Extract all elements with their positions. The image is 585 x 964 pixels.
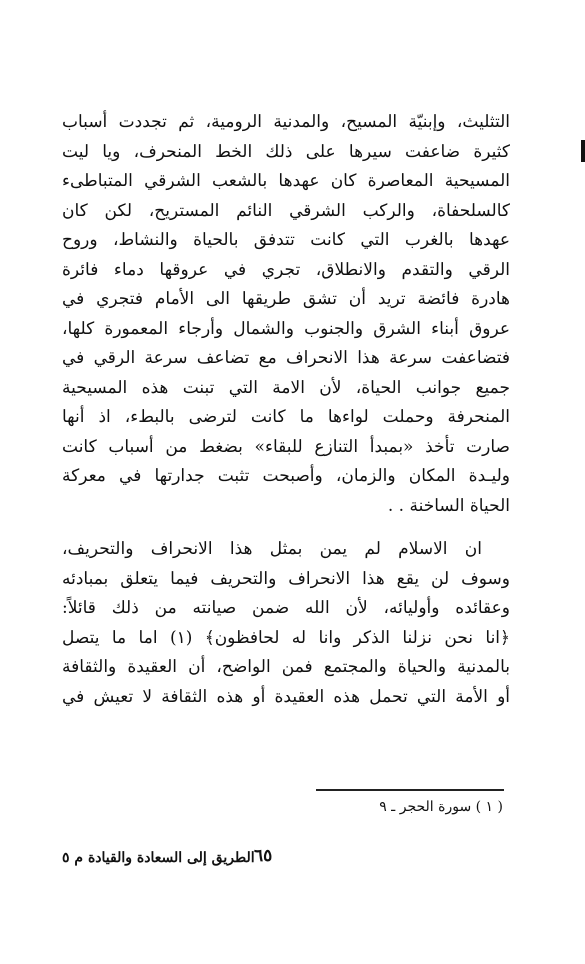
text-line: الحياة الساخنة . . (387, 495, 510, 516)
running-footer: الطريق إلى السعادة والقيادة م ٥ (62, 850, 255, 866)
text-line: الرقي والتقدم والانطلاق، تجري في عروقها دماء فائرة (62, 259, 510, 280)
text-line: بالمدنية والحياة والمجتمع فمن الواضح، أن العقيدة والثقافة (62, 657, 510, 677)
paragraph-1 (62, 108, 510, 521)
text-line: صارت تأخذ «بمبدأ التنازع للبقاء» بضغط من أسباب كانت (62, 436, 510, 457)
text-line: أو الأمة التي تحمل هذه العقيدة أو هذه الثقافة لا تعيش في (62, 686, 510, 707)
text-line: جميع جوانب الحياة، لأن الامة التي تبنت هذه المسيحية (62, 377, 510, 398)
text-line: كثيرة ضاعفت سيرها على ذلك الخط المنحرف، ويا ليت (62, 141, 510, 162)
margin-mark (581, 140, 585, 162)
page-footer (62, 846, 510, 872)
text-line: فتضاعفت سرعة هذا الانحراف مع تضاعف سرعة الرقي في (62, 348, 510, 368)
text-line: هادرة فائضة تريد أن تشق طريقها الى الأمام فتجري في (62, 289, 510, 309)
text-line: المسيحية المعاصرة كان عهدها بالشعب الشرقي المتباطىء (62, 171, 510, 191)
paragraph-gap (62, 521, 510, 535)
body-text (62, 108, 510, 712)
text-line: التثليث، وإبنيّة المسيح، والمدنية الرومية، ثم تجددت أسباب (62, 112, 510, 132)
quran-verse-line: ﴿انا نحن نزلنا الذكر وانا له لحافظون﴾ (١) اما ما يتصل (62, 627, 510, 648)
footnote: ( ١ ) سورة الحجر ـ ٩ (379, 799, 503, 815)
text-line: وليـدة المكان والزمان، وأصبحت تثبت جدارتها في معركة (62, 466, 510, 486)
text-line: عهدها بالغرب التي كانت تتدفق بالحياة والنشاط، وروح (62, 230, 510, 250)
footnote-divider (316, 789, 504, 791)
text-line: عروق أبناء الشرق والجنوب والشمال وأرجاء المعمورة كلها، (62, 318, 510, 339)
paragraph-2 (62, 535, 510, 712)
text-line: المنحرفة وحملت لواءها ما كانت لترضى بالبطء، اذ أنها (62, 407, 510, 427)
text-line: ان الاسلام لم يمن بمثل هذا الانحراف والتحريف، (62, 539, 482, 559)
text-line: وسوف لن يقع هذا الانحراف والتحريف فيما يتعلق بمبادئه (62, 568, 510, 589)
text-line: كالسلحفاة، والركب الشرقي النائم المستريح، لكن كان (62, 200, 510, 221)
page-number: ٦٥ (254, 846, 273, 866)
text-line: وعقائده وأوليائه، لأن الله ضمن صيانته من ذلك قائلاً: (62, 598, 510, 618)
